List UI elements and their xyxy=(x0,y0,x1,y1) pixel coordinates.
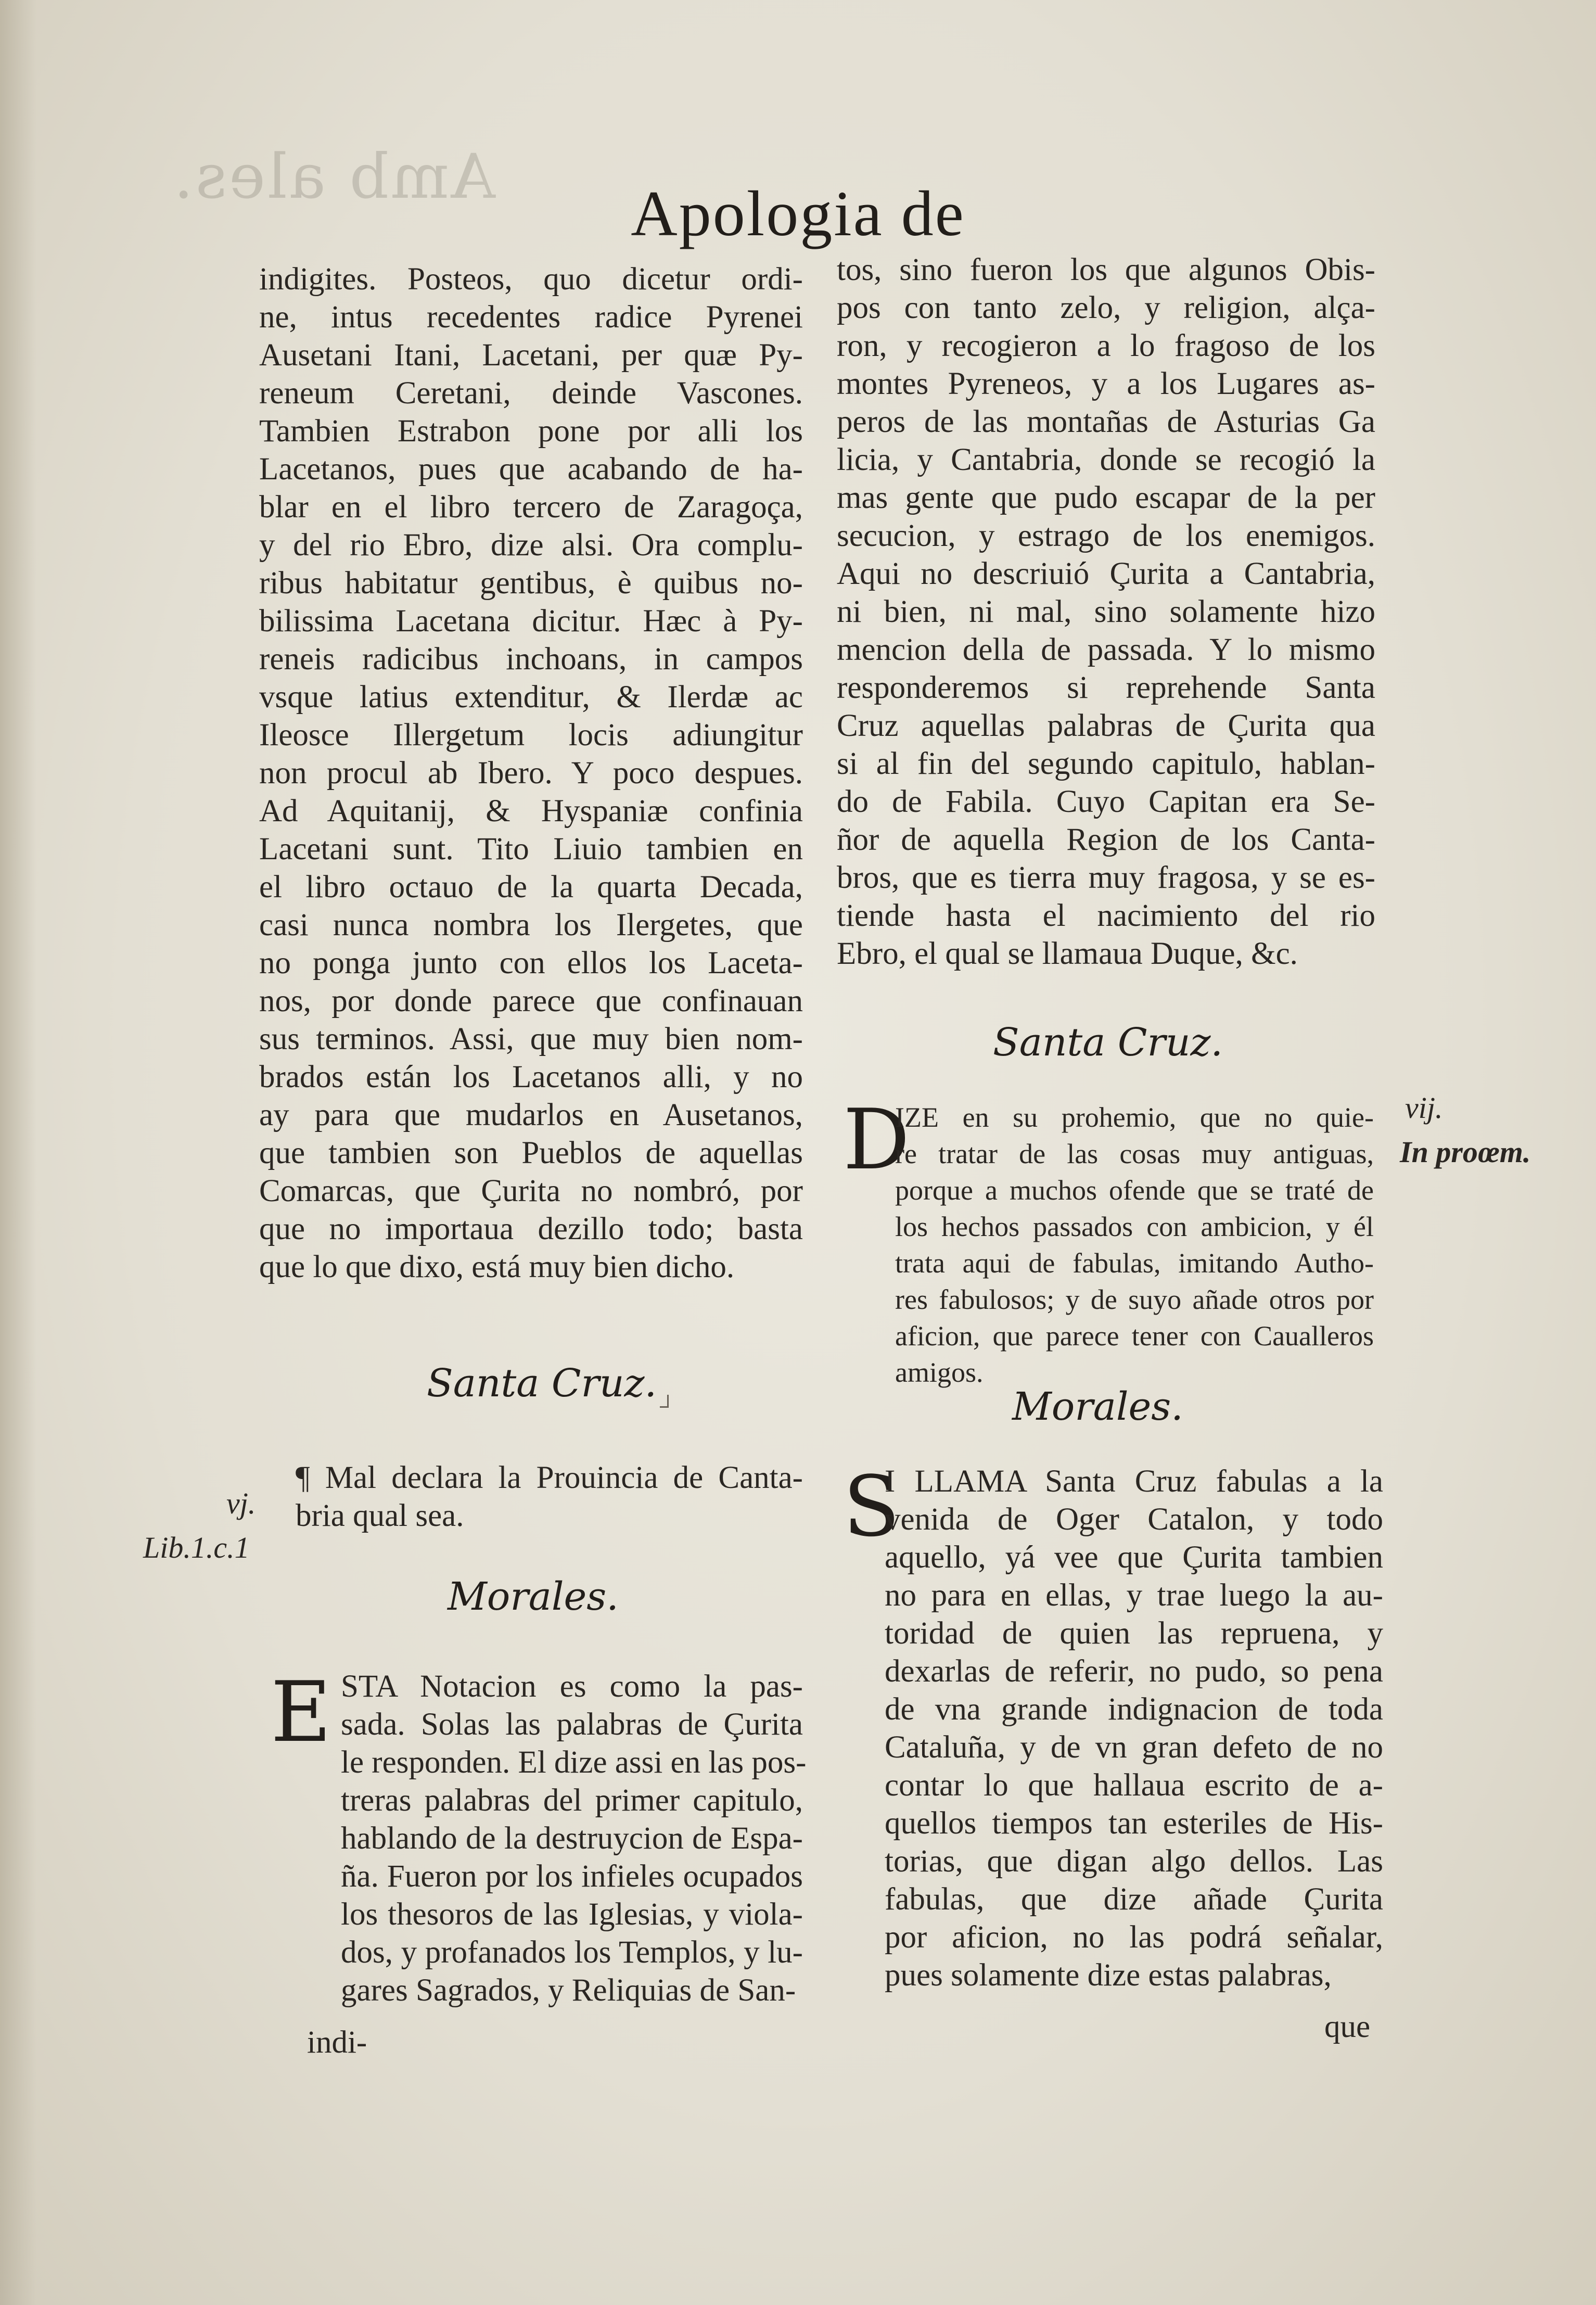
right-morales-dropcap: S xyxy=(843,1458,900,1555)
text-line: Lacetanos, pues que acabando de ha- xyxy=(259,452,803,487)
text-line: no ponga junto con ellos los Laceta- xyxy=(259,946,803,980)
text-line: ron, y recogieron a lo fragoso de los xyxy=(837,328,1375,363)
text-line: dos, y profanados los Templos, y lu- xyxy=(341,1935,803,1970)
text-line: que tambien son Pueblos de aquellas xyxy=(259,1136,803,1170)
text-line: contar lo que hallaua escrito de a- xyxy=(885,1768,1383,1803)
text-line: res fabulosos; y de suyo añade otros por xyxy=(895,1284,1374,1315)
text-line: Cruz aquellas palabras de Çurita qua xyxy=(837,708,1375,743)
text-line: secucion, y estrago de los enemigos. xyxy=(837,518,1375,553)
text-line: ñor de aquella Region de los Canta- xyxy=(837,822,1375,857)
right-santa-cruz-paragraph xyxy=(895,1099,1374,1391)
right-santa-cruz-dropcap: D xyxy=(843,1091,910,1188)
text-line: por aficion, no las podrá señalar, xyxy=(885,1920,1383,1955)
text-line: indigites. Posteos, quo dicetur ordi- xyxy=(259,262,803,297)
left-margin-reference: Lib.1.c.1 xyxy=(143,1531,250,1564)
left-morales-dropcap: E xyxy=(271,1663,331,1761)
text-line: sus terminos. Assi, que muy bien nom- xyxy=(259,1022,803,1056)
spine-shadow xyxy=(0,0,36,2305)
text-line: blar en el libro tercero de Zaragoça, xyxy=(259,490,803,525)
text-line: tiende hasta el nacimiento del rio xyxy=(837,898,1375,933)
text-line: dexarlas de referir, no pudo, so pena xyxy=(885,1654,1383,1689)
text-line: Cataluña, y de vn gran defeto de no xyxy=(885,1730,1383,1765)
left-heading-santa-cruz: Santa Cruz. xyxy=(427,1361,657,1406)
text-line: non procul ab Ibero. Y poco despues. xyxy=(259,756,803,791)
text-line: licia, y Cantabria, donde se recogió la xyxy=(837,442,1375,477)
text-line: mencion della de passada. Y lo mismo xyxy=(837,632,1375,667)
text-line: sada. Solas las palabras de Çurita xyxy=(341,1707,803,1742)
text-line: le responden. El dize assi en las pos- xyxy=(341,1745,807,1780)
text-line: nos, por donde parece que confinauan xyxy=(259,984,803,1018)
text-line: responderemos si reprehende Santa xyxy=(837,670,1375,705)
left-margin-number: vj. xyxy=(226,1486,256,1520)
text-line: Ebro, el qual se llamaua Duque, &c. xyxy=(837,936,1298,971)
text-line: treras palabras del primer capitulo, xyxy=(341,1783,803,1818)
right-catchword: que xyxy=(1324,2009,1371,2044)
text-line: Ausetani Itani, Lacetani, per quæ Py- xyxy=(259,338,803,373)
right-margin-reference: In proœm. xyxy=(1400,1135,1531,1169)
text-line: hablando de la destruycion de Espa- xyxy=(341,1821,803,1856)
text-line: no para en ellas, y trae luego la au- xyxy=(885,1578,1383,1613)
text-line: que lo que dixo, está muy bien dicho. xyxy=(259,1250,735,1284)
text-line: torias, que digan algo dellos. Las xyxy=(885,1844,1383,1879)
right-heading-morales: Morales. xyxy=(1012,1384,1183,1429)
text-line: do de Fabila. Cuyo Capitan era Se- xyxy=(837,784,1375,819)
text-line: reneis radicibus inchoans, in campos xyxy=(259,642,803,677)
right-margin-number: vij. xyxy=(1405,1091,1443,1125)
text-line: que no importaua dezillo todo; basta xyxy=(259,1212,803,1246)
text-line: reneum Ceretani, deinde Vascones. xyxy=(259,376,803,411)
text-line: pos con tanto zelo, y religion, alça- xyxy=(837,290,1375,325)
text-line: aquello, yá vee que Çurita tambien xyxy=(885,1540,1383,1575)
text-line: Ileosce Illergetum locis adiungitur xyxy=(259,718,803,753)
text-line: montes Pyreneos, y a los Lugares as- xyxy=(837,366,1375,401)
text-line: Ad Aquitanij, & Hyspaniæ confinia xyxy=(259,794,803,829)
text-line: Lacetani sunt. Tito Liuio tambien en xyxy=(259,832,803,867)
text-line: aficion, que parece tener con Caualleros xyxy=(895,1320,1374,1352)
text-line: venida de Oger Catalon, y todo xyxy=(885,1502,1383,1537)
text-line: IZE en su prohemio, que no quie- xyxy=(895,1102,1374,1133)
text-line: brados están los Lacetanos alli, y no xyxy=(259,1060,803,1094)
right-heading-santa-cruz: Santa Cruz. xyxy=(993,1020,1223,1065)
text-line: y del rio Ebro, dize alsi. Ora complu- xyxy=(259,528,803,563)
text-line: toridad de quien las repruena, y xyxy=(885,1616,1383,1651)
text-line: casi nunca nombra los Ilergetes, que xyxy=(259,908,803,943)
show-through-text: Amb ales. xyxy=(172,141,496,212)
corner-mark xyxy=(660,1395,669,1408)
text-line: pues solamente dize estas palabras, xyxy=(885,1958,1332,1993)
text-line: Tambien Estrabon pone por alli los xyxy=(259,414,803,449)
text-line: fabulas, que dize añade Çurita xyxy=(885,1882,1383,1917)
text-line: bros, que es tierra muy fragosa, y se es- xyxy=(837,860,1375,895)
text-line: bilissima Lacetana dicitur. Hæc à Py- xyxy=(259,604,803,639)
left-santa-cruz-note xyxy=(296,1459,803,1535)
text-line: quellos tiempos tan esteriles de His- xyxy=(885,1806,1383,1841)
text-line: tos, sino fueron los que algunos Obis- xyxy=(837,252,1375,287)
text-line: trata aqui de fabulas, imitando Autho- xyxy=(895,1247,1374,1279)
text-line: ni bien, ni mal, sino solamente hizo xyxy=(837,594,1375,629)
text-line: re tratar de las cosas muy antiguas, xyxy=(895,1138,1374,1169)
text-line: gares Sagrados, y Reliquias de San- xyxy=(341,1973,796,2008)
text-line: mas gente que pudo escapar de la per xyxy=(837,480,1375,515)
text-line: I LLAMA Santa Cruz fabulas a la xyxy=(885,1464,1383,1499)
text-line: de vna grande indignacion de toda xyxy=(885,1692,1383,1727)
text-line: ¶ Mal declara la Prouincia de Canta- xyxy=(296,1460,803,1495)
left-catchword: indi- xyxy=(307,2025,367,2060)
text-line: Comarcas, que Çurita no nombró, por xyxy=(259,1174,803,1208)
text-line: bria qual sea. xyxy=(296,1498,464,1533)
text-line: peros de las montañas de Asturias Ga xyxy=(837,404,1375,439)
text-line: el libro octauo de la quarta Decada, xyxy=(259,870,803,905)
text-line: los thesoros de las Iglesias, y viola- xyxy=(341,1897,803,1932)
right-morales-paragraph xyxy=(885,1462,1383,1994)
left-column-text xyxy=(259,260,803,1286)
text-line: ña. Fueron por los infieles ocupados xyxy=(341,1859,803,1894)
text-line: ribus habitatur gentibus, è quibus no- xyxy=(259,566,803,601)
text-line: ay para que mudarlos en Ausetanos, xyxy=(259,1098,803,1132)
text-line: amigos. xyxy=(895,1357,984,1388)
right-column-text xyxy=(837,251,1375,973)
text-line: ne, intus recedentes radice Pyrenei xyxy=(259,300,803,335)
text-line: si al fin del segundo capitulo, hablan- xyxy=(837,746,1375,781)
left-morales-paragraph xyxy=(341,1667,807,2009)
left-heading-morales: Morales. xyxy=(448,1574,619,1619)
text-line: porque a muchos ofende que se traté de xyxy=(895,1175,1374,1206)
text-line: vsque latius extenditur, & Ilerdæ ac xyxy=(259,680,803,715)
text-line: STA Notacion es como la pas- xyxy=(341,1669,803,1704)
text-line: Aqui no descriuió Çurita a Cantabria, xyxy=(837,556,1375,591)
text-line: los hechos passados con ambicion, y él xyxy=(895,1211,1374,1242)
page-header-title: Apologia de xyxy=(631,178,965,249)
